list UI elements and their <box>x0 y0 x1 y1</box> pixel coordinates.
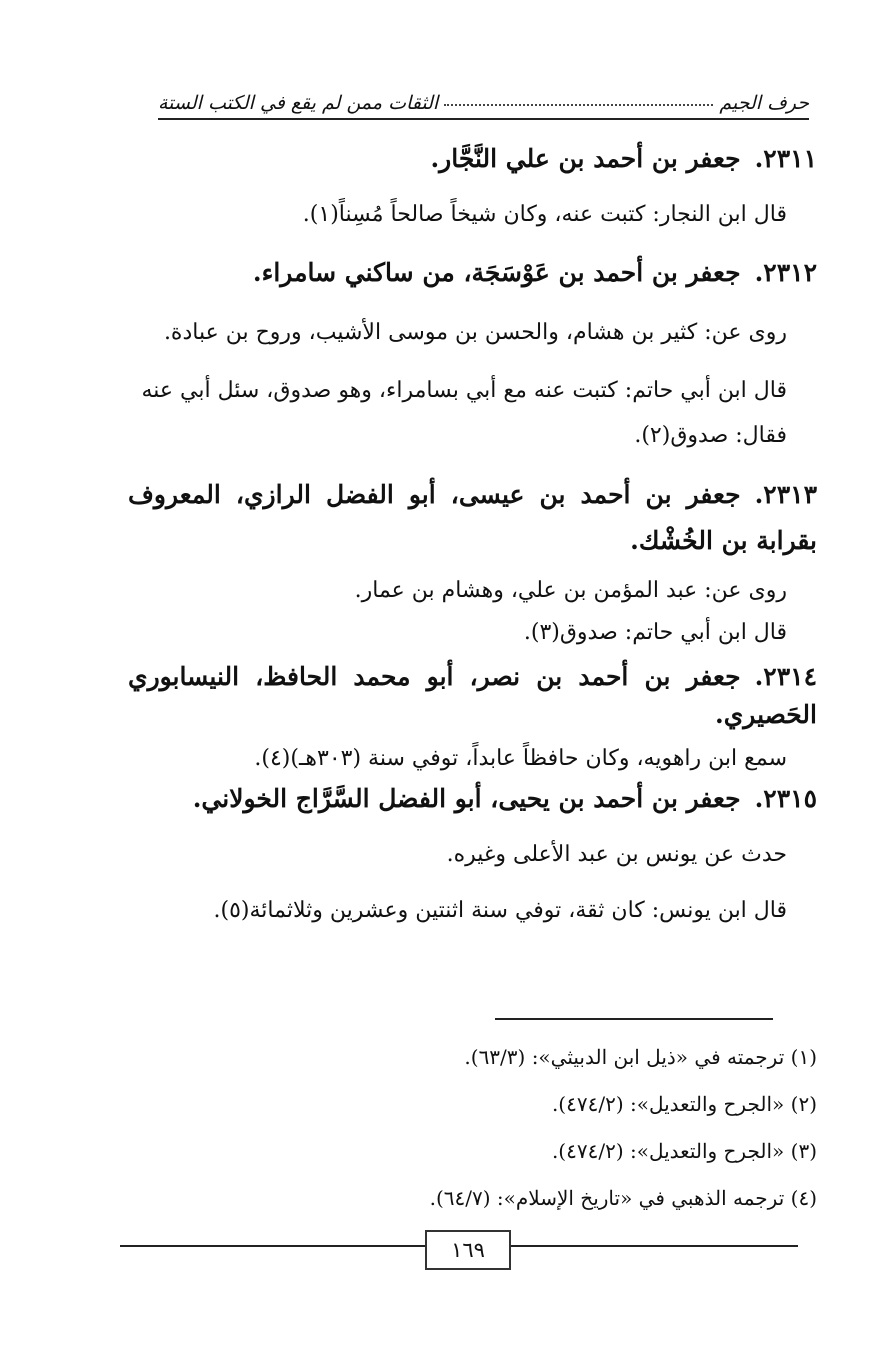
entry-title <box>128 140 817 178</box>
main-text <box>128 140 817 928</box>
page-number: ١٦٩ <box>425 1230 511 1270</box>
entry-number: ٢٣١٥. <box>754 784 817 813</box>
entry-text-line: روى عن: عبد المؤمن بن علي، وهشام بن عمار. <box>354 578 787 603</box>
footnotes <box>130 1034 817 1222</box>
entry-title <box>128 472 817 564</box>
entry-2312 <box>128 254 817 458</box>
entry-2314 <box>128 658 817 776</box>
entry-2311 <box>128 140 817 232</box>
footnote-separator <box>495 1018 773 1020</box>
entry-title <box>128 658 817 734</box>
running-header <box>158 78 809 120</box>
header-dot-leader <box>444 104 713 106</box>
entry-number: ٢٣١٣. <box>754 480 817 509</box>
entry-name: جعفر بن أحمد بن علي النَّجَّار. <box>430 144 741 173</box>
footnote-item: (٢) «الجرح والتعديل»: (٤٧٤/٢). <box>551 1092 817 1116</box>
entry-text-line: قال ابن يونس: كان ثقة، توفي سنة اثنتين وعشرين وثلاثمائة(٥). <box>213 898 787 923</box>
entry-name: جعفر بن أحمد بن نصر، أبو محمد الحافظ، النيسابوري الحَصيري. <box>128 662 817 729</box>
entry-number: ٢٣١٤. <box>754 662 817 691</box>
footnote-item: (٤) ترجمه الذهبي في «تاريخ الإسلام»: (٦٤/٧). <box>429 1186 817 1210</box>
entry-number: ٢٣١٢. <box>754 258 817 287</box>
entry-title <box>128 780 817 818</box>
entry-name: جعفر بن أحمد بن عيسى، أبو الفضل الرازي، المعروف بقرابة بن الخُشْك. <box>128 480 817 555</box>
footnote-item: (١) ترجمته في «ذيل ابن الدبيثي»: (٦٣/٣). <box>464 1045 817 1069</box>
entry-text-line: قال ابن أبي حاتم: كتبت عنه مع أبي بسامراء، وهو صدوق، سئل أبي عنه فقال: صدوق(٢). <box>141 378 787 448</box>
entry-2315 <box>128 780 817 928</box>
header-book-title: الثقات ممن لم يقع في الكتب الستة <box>158 92 439 114</box>
entry-text-line: قال ابن أبي حاتم: صدوق(٣). <box>523 620 787 645</box>
footnote-item: (٣) «الجرح والتعديل»: (٤٧٤/٢). <box>551 1139 817 1163</box>
entry-name: جعفر بن أحمد بن يحيى، أبو الفضل السَّرَّاج الخولاني. <box>192 784 741 813</box>
header-chapter: حرف الجيم <box>719 92 809 114</box>
entry-text-line: قال ابن النجار: كتبت عنه، وكان شيخاً صالحاً مُسِناً(١). <box>302 202 787 227</box>
entry-2313 <box>128 472 817 650</box>
entry-text-line: حدث عن يونس بن عبد الأعلى وغيره. <box>446 842 787 867</box>
entry-title <box>128 254 817 292</box>
entry-name: جعفر بن أحمد بن عَوْسَجَة، من ساكني سامراء. <box>252 258 741 287</box>
entry-number: ٢٣١١. <box>754 144 817 173</box>
entry-text-line: روى عن: كثير بن هشام، والحسن بن موسى الأشيب، وروح بن عبادة. <box>163 320 787 345</box>
entry-text-line: سمع ابن راهويه، وكان حافظاً عابداً، توفي سنة (٣٠٣هـ)(٤). <box>254 746 787 771</box>
